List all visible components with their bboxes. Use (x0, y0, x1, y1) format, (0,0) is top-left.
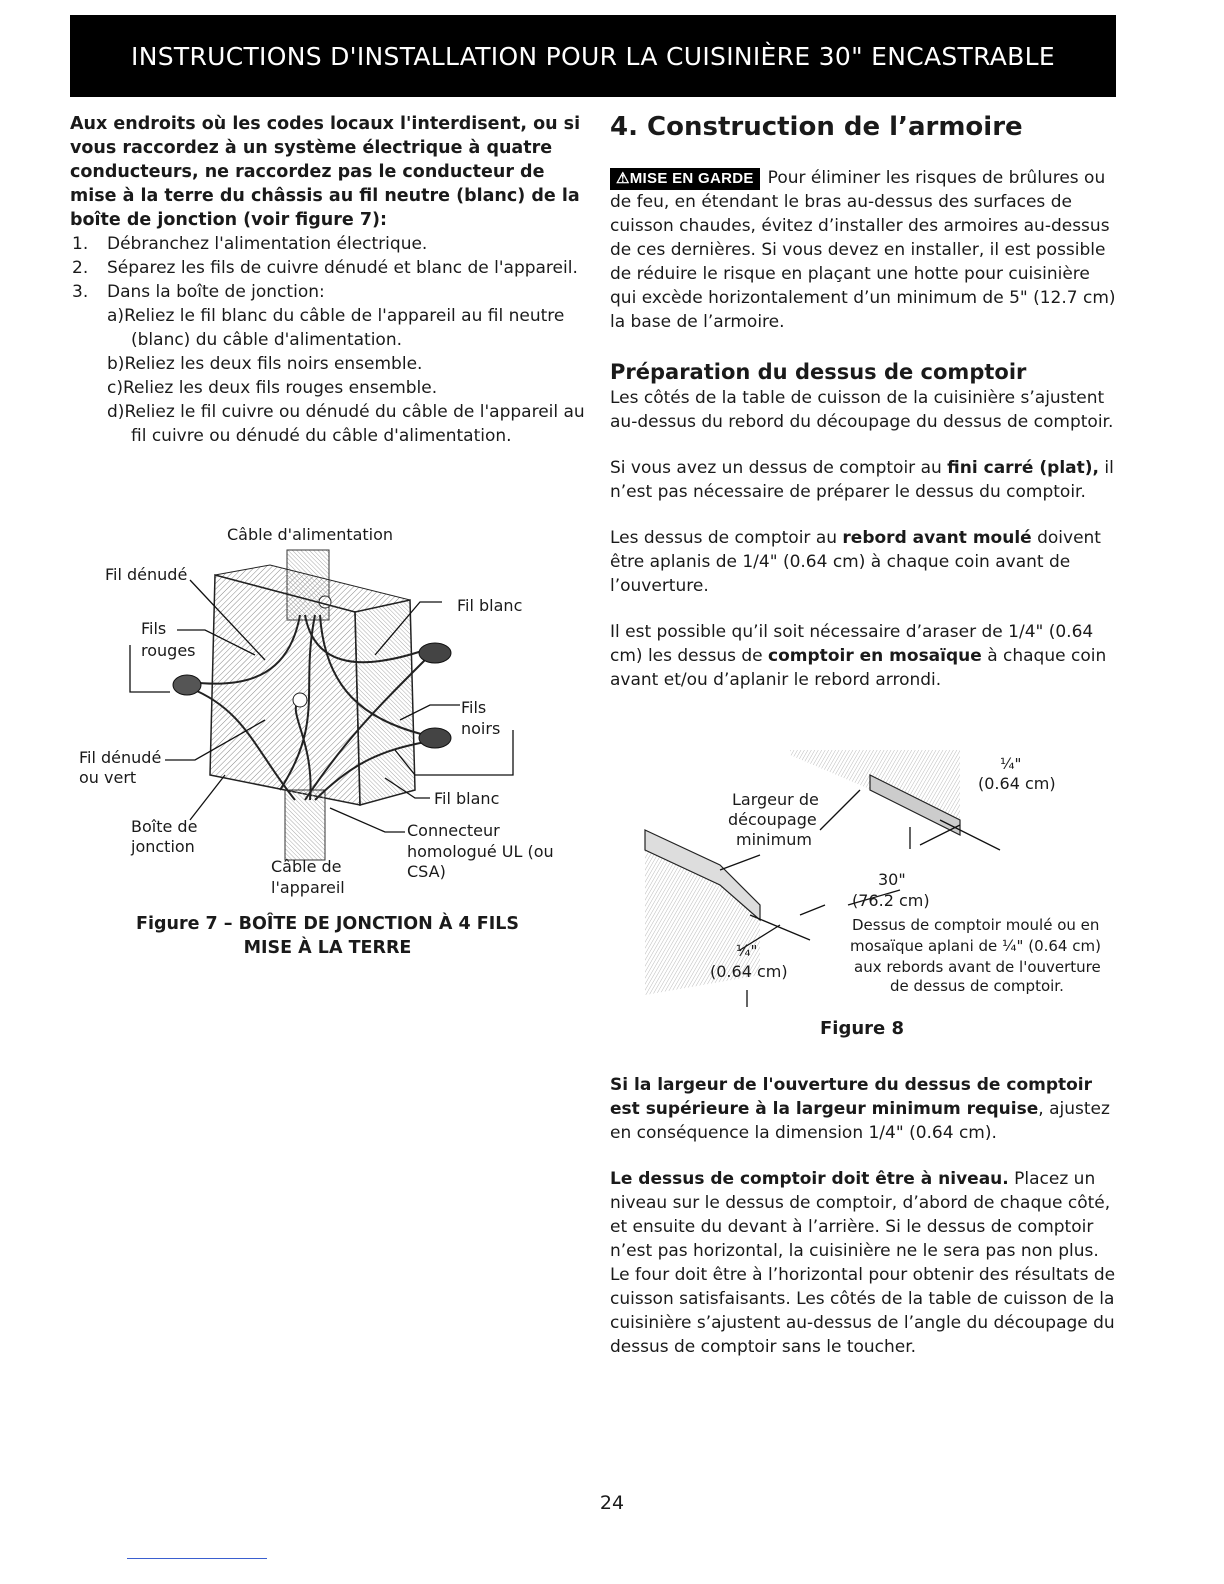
paragraph-2 (610, 456, 1120, 504)
fig8-label-desc-4: de dessus de comptoir. (890, 977, 1064, 995)
step-number: 1. (72, 234, 89, 254)
section-title: 4. Construction de l’armoire (610, 112, 1023, 142)
p4-text-end: à chaque coin avant et/ou d’aplanir le rebord arrondi. (610, 646, 1107, 690)
substep-label: c) (107, 378, 123, 398)
label-fils-noirs-2: noirs (461, 719, 501, 738)
warning-badge: ⚠MISE EN GARDE (610, 168, 760, 190)
fig8-label-largeur-3: minimum (736, 830, 812, 849)
label-cable-appareil-1: Câble de (271, 857, 342, 876)
p6-bold: Le dessus de comptoir doit être à niveau. (610, 1169, 1009, 1189)
substep-text: Reliez les deux fils rouges ensemble. (122, 378, 438, 398)
p6-text: Placez un niveau sur le dessus de comptoir, d’abord de chaque côté, et ensuite du devant à l’arrière. Si le dessus de comptoir n’est pas horizontal, la cuisinière ne le sera pas non plus. Le four doit être à l’horizontal pour obtenir des résultats de cuisson satisfaisants. Les côtés de la table de cuisson de la cuisinière s’ajustent au-dessus de l’angle du découpage du dessus de comptoir sans le toucher. (610, 1169, 1116, 1357)
step-item (70, 232, 585, 256)
figure-7-caption (70, 912, 585, 960)
substep-item (107, 400, 585, 448)
fig8-label-cm-thirty: (76.2 cm) (852, 891, 930, 910)
paragraph-4 (610, 620, 1120, 692)
figure-7-junction-box-diagram (75, 520, 585, 940)
footer-rule (127, 1558, 267, 1559)
warning-paragraph (610, 166, 1120, 334)
fig8-label-largeur-1: Largeur de (732, 790, 819, 809)
step-text: Débranchez l'alimentation électrique. (107, 234, 428, 254)
label-fil-denude: Fil dénudé (105, 565, 188, 584)
paragraph-5 (610, 1073, 1120, 1145)
bottom-right-text (610, 1073, 1120, 1359)
paragraph-6 (610, 1167, 1120, 1359)
substep-text: Reliez le fil blanc du câble de l'appareil au fil neutre (blanc) du câble d'alimentation. (124, 306, 565, 350)
label-fils-noirs-1: Fils (461, 698, 487, 717)
junction-box-front (210, 575, 360, 805)
substep-text: Reliez les deux fils noirs ensemble. (124, 354, 423, 374)
fig8-label-desc-3: aux rebords avant de l'ouverture (854, 958, 1101, 976)
p3-text: Les dessus de comptoir au (610, 528, 843, 548)
p3-text-end: doivent être aplanis de 1/4" (0.64 cm) à chaque coin avant de l’ouverture. (610, 528, 1101, 596)
step-text: Séparez les fils de cuivre dénudé et blanc de l'appareil. (107, 258, 578, 278)
step-number: 2. (72, 258, 89, 278)
substep-label: a) (107, 306, 125, 326)
fig8-label-quarter-bottom: ¼" (736, 942, 758, 960)
p4-text: Il est possible qu’il soit nécessaire d’araser de 1/4" (0.64 cm) les dessus de (610, 622, 1094, 666)
figure-7-caption-line2: MISE À LA TERRE (243, 938, 412, 958)
step-text: Dans la boîte de jonction: (107, 282, 325, 302)
label-fil-blanc-bottom: Fil blanc (434, 789, 500, 808)
substep-label: b) (107, 354, 125, 374)
p5-text: , ajustez en conséquence la dimension 1/4" (0.64 cm). (610, 1099, 1110, 1143)
p5-bold: Si la largeur de l'ouverture du dessus de comptoir est supérieure à la largeur minimum requise (610, 1075, 1093, 1119)
paragraph-1: Les côtés de la table de cuisson de la cuisinière s’ajustent au-dessus du rebord du découpage du dessus de comptoir. (610, 388, 1114, 432)
subsection-heading: Préparation du dessus de comptoir (610, 360, 1027, 384)
paragraph-3 (610, 526, 1120, 598)
substep-item (107, 376, 585, 400)
label-fil-blanc-top: Fil blanc (457, 596, 523, 615)
p2-text: Si vous avez un dessus de comptoir au (610, 458, 948, 478)
label-boite-1: Boîte de (131, 817, 198, 836)
warning-text: Pour éliminer les risques de brûlures ou de feu, en étendant le bras au-dessus des surfaces de cuisson chaudes, évitez d’installer des armoires au-dessus de ces dernières. Si vous devez en installer, il est possible de réduire le risque en plaçant une hotte pour cuisinière qui excède horizontalement d’un minimum de 5" (12.7 cm) la base de l’armoire. (610, 168, 1116, 332)
fig8-label-quarter-top: ¼" (1000, 755, 1022, 773)
substep-label: d) (107, 402, 125, 422)
page-banner: INSTRUCTIONS D'INSTALLATION POUR LA CUISINIÈRE 30" ENCASTRABLE (70, 15, 1116, 97)
label-cable-appareil-2: l'appareil (271, 878, 345, 897)
label-connecteur-2: homologué UL (ou (407, 842, 554, 861)
label-fil-denude-vert-1: Fil dénudé (79, 748, 162, 767)
substeps-list (107, 304, 585, 448)
black-wire-connector (419, 728, 451, 748)
step-number: 3. (72, 282, 89, 302)
fig8-label-desc-1: Dessus de comptoir moulé ou en (852, 916, 1100, 934)
label-connecteur-1: Connecteur (407, 821, 500, 840)
ground-screw (293, 693, 307, 707)
label-boite-2: jonction (131, 837, 195, 856)
figure-7-caption-line1: Figure 7 – BOÎTE DE JONCTION À 4 FILS (136, 914, 519, 934)
figure-8-caption: Figure 8 (820, 1018, 905, 1039)
p4-bold: comptoir en mosaïque (768, 646, 982, 666)
red-wire-connector (173, 675, 201, 695)
left-column (70, 112, 585, 448)
steps-list (70, 232, 585, 448)
step-item (70, 256, 585, 280)
fig8-label-cm-bottom: (0.64 cm) (710, 962, 788, 981)
page-number: 24 (599, 1492, 625, 1514)
fig8-label-largeur-2: découpage (728, 810, 817, 829)
white-wire-connector (419, 643, 451, 663)
p2-bold: fini carré (plat), (947, 458, 1099, 478)
appliance-conduit (285, 790, 325, 860)
step-item (70, 280, 585, 448)
label-cable-alimentation: Câble d'alimentation (227, 525, 394, 544)
substep-item (107, 352, 585, 376)
p3-bold: rebord avant moulé (842, 528, 1032, 548)
label-connecteur-3: CSA) (407, 862, 446, 881)
fig8-label-thirty: 30" (878, 870, 906, 889)
fig8-label-cm-top: (0.64 cm) (978, 774, 1056, 793)
figure-8-countertop-diagram (620, 745, 1120, 1015)
grounding-warning-intro: Aux endroits où les codes locaux l'interdisent, ou si vous raccordez à un système électrique à quatre conducteurs, ne raccordez pas le conducteur de mise à la terre du châssis au fil neutre (blanc) de la boîte de jonction (voir figure 7): (70, 114, 581, 230)
substep-text: Reliez le fil cuivre ou dénudé du câble de l'appareil au fil cuivre ou dénudé du câble d'alimentation. (124, 402, 585, 446)
p2-text-end: il n’est pas nécessaire de préparer le dessus du comptoir. (610, 458, 1114, 502)
label-fils: Fils (141, 619, 167, 638)
fig8-label-desc-2: mosaïque aplani de ¼" (0.64 cm) (850, 937, 1101, 955)
substep-item (107, 304, 585, 352)
label-fil-denude-vert-2: ou vert (79, 768, 137, 787)
label-rouges: rouges (141, 641, 196, 660)
right-column (610, 110, 1120, 692)
junction-box-side (355, 600, 415, 805)
